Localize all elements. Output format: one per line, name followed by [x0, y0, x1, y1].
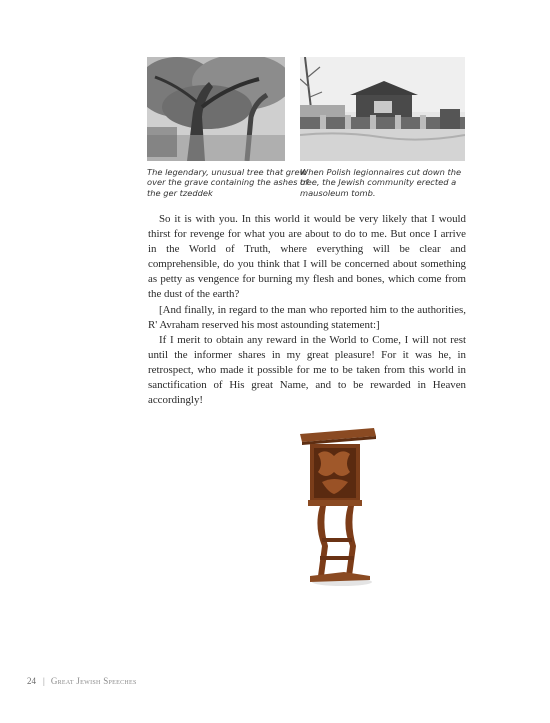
tree-photo-caption: The legendary, unusual tree that grew over the grave containing the ashes of the ger tzeddek	[147, 167, 309, 198]
lectern-image	[296, 426, 380, 588]
body-text	[148, 212, 466, 408]
page-number: 24	[27, 676, 36, 686]
mausoleum-photo-image	[300, 57, 465, 161]
lectern-illustration	[296, 426, 380, 588]
tree-photo	[147, 57, 285, 161]
tree-photo-image	[147, 57, 285, 161]
footer-separator: |	[43, 676, 45, 686]
page-footer	[27, 676, 137, 686]
paragraph: [And finally, in regard to the man who reported him to the authorities, R' Avraham reserved his most astounding statement:]	[148, 303, 466, 331]
mausoleum-photo-caption: When Polish legionnaires cut down the tree, the Jewish community erected a mausoleum tomb.	[300, 167, 462, 198]
paragraph: If I merit to obtain any reward in the World to Come, I will not rest until the informer shares in my great pleasure! For it was he, in retrospect, who made it possible for me to be taken from this world in sanctification of His great Name, and to be rewarded in Heaven accordingly!	[148, 333, 466, 407]
mausoleum-photo	[300, 57, 465, 161]
running-title: Great Jewish Speeches	[50, 676, 137, 686]
paragraph: So it is with you. In this world it would be very likely that I would thirst for revenge for what you are about to do to me. But once I arrive in the World of Truth, where everything will be clear and comprehensible, do you think that I will be concerned about something as petty as vengence for burning my flesh and bones, which come from the dust of the earth?	[148, 213, 466, 301]
